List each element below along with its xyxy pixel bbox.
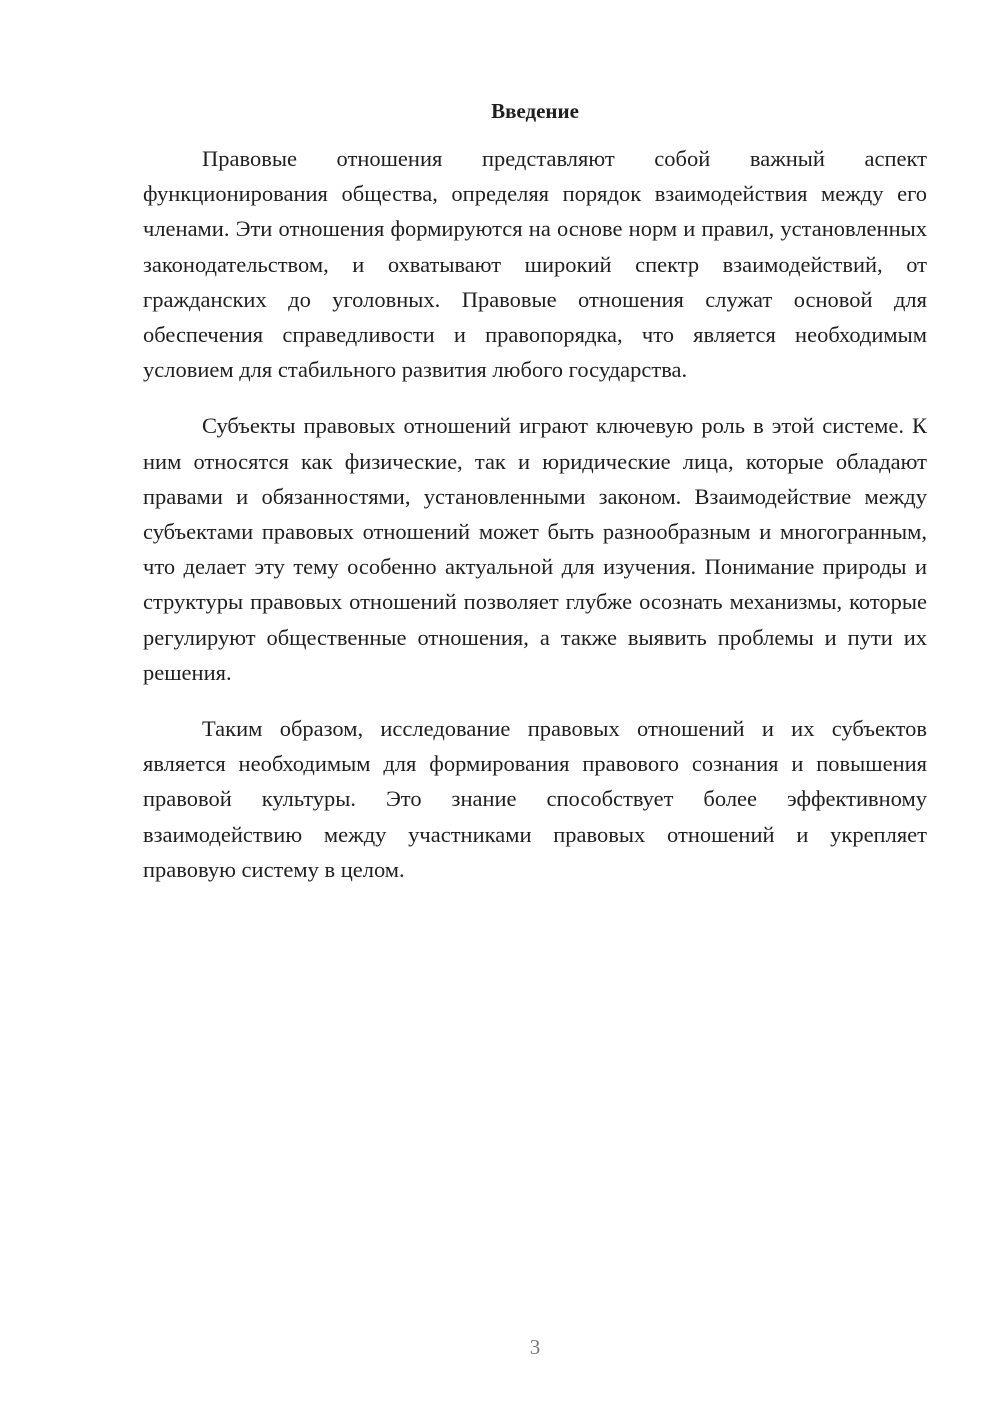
document-body [143,141,927,908]
page-number: 3 [529,1335,541,1359]
paragraph-2: Субъекты правовых отношений играют ключевую роль в этой системе. К ним относятся как физические, так и юридические лица, которые обладают правами и обязанностями, установленными законом. Взаимодействие между субъектами правовых отношений может быть разнообразным и многогранным, что делает эту тему особенно актуальной для изучения. Понимание природы и структуры правовых отношений позволяет глубже осознать механизмы, которые регулируют общественные отношения, а также выявить проблемы и пути их решения. [143,413,927,685]
paragraph-3: Таким образом, исследование правовых отношений и их субъектов является необходимым для формирования правового сознания и повышения правовой культуры. Это знание способствует более эффективному взаимодействию между участниками правовых отношений и укрепляет правовую систему в целом. [143,716,927,882]
page-title: Введение [491,99,579,123]
paragraph-1: Правовые отношения представляют собой важный аспект функционирования общества, определяя порядок взаимодействия между его членами. Эти отношения формируются на основе норм и правил, установленных законодательством, и охватывают широкий спектр взаимодействий, от гражданских до уголовных. Правовые отношения служат основой для обеспечения справедливости и правопорядка, что является необходимым условием для стабильного развития любого государства. [143,146,927,383]
